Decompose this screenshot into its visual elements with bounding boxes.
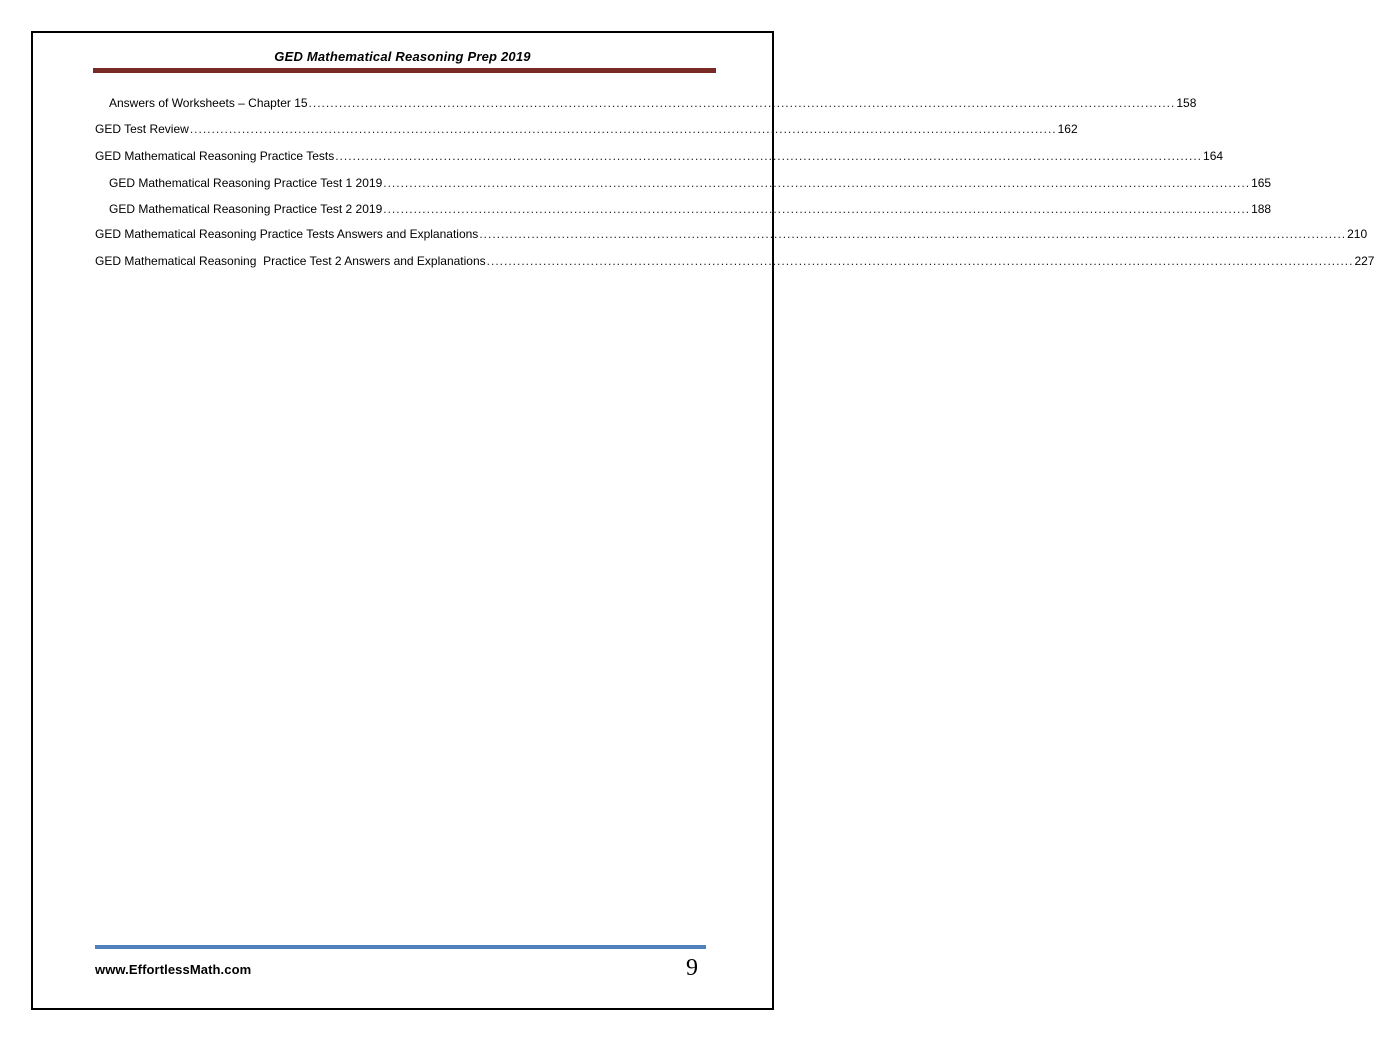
toc-entry-page: 158: [1176, 96, 1197, 110]
toc-entry-title: GED Mathematical Reasoning Practice Test 2 Answers and Explanations: [95, 254, 486, 268]
toc-entry-page: 188: [1251, 202, 1272, 216]
toc-entry-page: 164: [1203, 149, 1224, 163]
toc-entry-title: GED Test Review: [95, 122, 189, 136]
footer-rule: [95, 945, 706, 949]
toc-entry-page: 165: [1251, 176, 1272, 190]
toc-entry-test-review[interactable]: [95, 122, 1078, 136]
footer-page-number: 9: [686, 955, 698, 981]
toc-leader: ........................................................................................................................................................................................................: [383, 176, 1251, 190]
toc-entry-practice-tests[interactable]: [95, 149, 1224, 163]
toc-leader: ........................................................................................................................................................................................................: [479, 227, 1347, 241]
toc-entry-practice-test-1[interactable]: [109, 176, 1272, 190]
footer-website: www.EffortlessMath.com: [95, 962, 252, 977]
header-rule: [93, 68, 716, 73]
toc-entry-title: GED Mathematical Reasoning Practice Tests: [95, 149, 335, 163]
running-header-title: GED Mathematical Reasoning Prep 2019: [274, 49, 531, 64]
toc-leader: ........................................................................................................................................................................................................: [335, 149, 1203, 163]
toc-entry-title: Answers of Worksheets – Chapter 15: [109, 96, 308, 110]
toc-entry-title: GED Mathematical Reasoning Practice Tests Answers and Explanations: [95, 227, 479, 241]
toc-leader: ........................................................................................................................................................................................................: [308, 96, 1176, 110]
toc-leader: ........................................................................................................................................................................................................: [189, 122, 1057, 136]
toc-entry-page: 227: [1354, 254, 1374, 268]
toc-entry-page: 162: [1057, 122, 1078, 136]
toc-entry-page: 210: [1347, 227, 1368, 241]
toc-leader: ........................................................................................................................................................................................................: [486, 254, 1354, 268]
toc-leader: ........................................................................................................................................................................................................: [383, 202, 1251, 216]
toc-entry-answers-explanations[interactable]: [95, 227, 1368, 241]
toc-entry-title: GED Mathematical Reasoning Practice Test 2 2019: [109, 202, 383, 216]
toc-entry-practice-test-2[interactable]: [109, 202, 1272, 216]
toc-entry-title: GED Mathematical Reasoning Practice Test 1 2019: [109, 176, 383, 190]
toc-entry-answers-chapter-15[interactable]: [109, 96, 1197, 110]
toc-entry-test-2-answers[interactable]: [95, 254, 1374, 268]
